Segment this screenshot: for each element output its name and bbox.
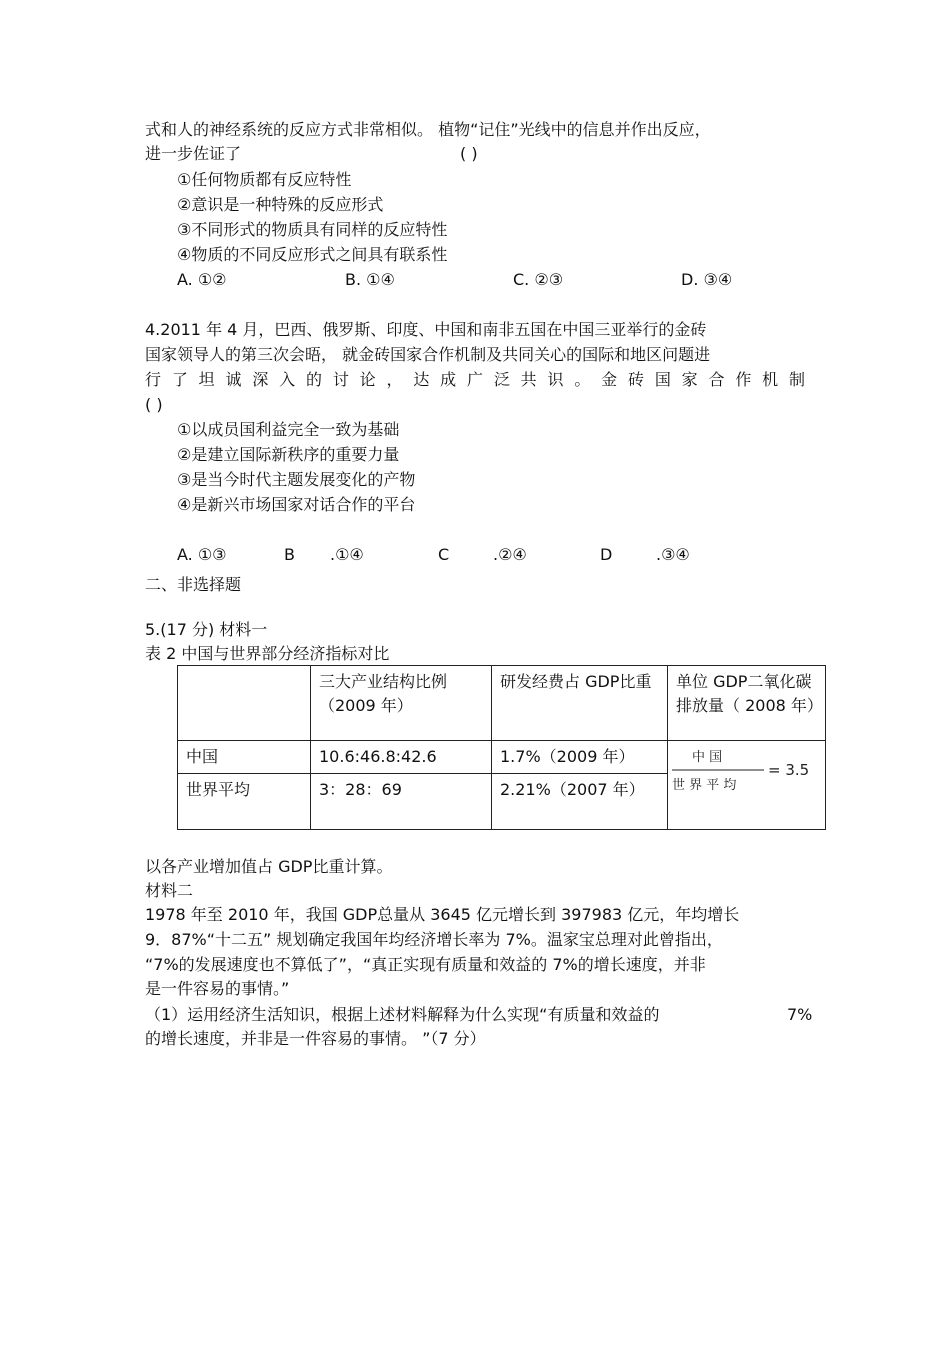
q4-option-d-text: .③④ xyxy=(656,545,690,564)
table-header-row xyxy=(178,666,826,741)
table-header-cell-empty xyxy=(178,666,311,741)
table-cell-co2-ratio xyxy=(668,741,826,830)
q4-text-line-3: 行了坦诚深入的讨论，达成广泛共识。金砖国家合作机制 xyxy=(145,370,805,389)
fraction-denominator: 世 界 平 均 xyxy=(672,778,737,793)
table-cell-structure: 3：28：69 xyxy=(311,774,492,830)
q3-option-d: D. ③④ xyxy=(681,270,733,289)
ratio-fraction-graphic xyxy=(668,741,826,797)
q4-text-line-1: 4.2011 年 4 月，巴西、俄罗斯、印度、中国和南非五国在中国三亚举行的金砖 xyxy=(145,320,707,339)
q3-text-line-1: 式和人的神经系统的反应方式非常相似。 植物“记住”光线中的信息并作出反应， xyxy=(145,120,711,139)
sub-question-1-line-1: （1）运用经济生活知识，根据上述材料解释为什么实现“有质量和效益的 xyxy=(145,1005,660,1024)
q4-option-b-letter: B xyxy=(284,545,295,564)
table-cell-structure: 10.6:46.8:42.6 xyxy=(311,741,492,774)
q3-option-a: A. ①② xyxy=(177,270,227,289)
q4-answer-paren: ( ) xyxy=(145,395,163,414)
table-cell-region: 世界平均 xyxy=(178,774,311,830)
table-cell-rnd: 1.7%（2009 年） xyxy=(492,741,668,774)
q3-item-2: ②意识是一种特殊的反应形式 xyxy=(177,195,384,214)
sub-question-1-percent: 7% xyxy=(787,1005,813,1024)
q3-option-c: C. ②③ xyxy=(513,270,564,289)
ratio-formula xyxy=(668,741,826,797)
fraction-result: = 3.5 xyxy=(768,761,810,779)
table-row-china xyxy=(178,741,826,774)
material-2-line-1: 1978 年至 2010 年，我国 GDP总量从 3645 亿元增长到 397983 亿元，年均增长 xyxy=(145,905,740,924)
q4-text-line-2: 国家领导人的第三次会晤， 就金砖国家合作机制及共同关心的国际和地区问题进 xyxy=(145,345,711,364)
q3-item-3: ③不同形式的物质具有同样的反应特性 xyxy=(177,220,448,239)
q4-option-d-letter: D xyxy=(600,545,613,564)
q4-option-a: A. ①③ xyxy=(177,545,227,564)
table-header-cell-rnd: 研发经费占 GDP比重 xyxy=(492,666,668,741)
q4-option-c-letter: C xyxy=(438,545,450,564)
table-note: 以各产业增加值占 GDP比重计算。 xyxy=(145,857,393,876)
q5-header: 5.(17 分) 材料一 xyxy=(145,620,268,639)
material-2-title: 材料二 xyxy=(145,881,194,900)
table-header-cell-co2: 单位 GDP二氧化碳排放量（ 2008 年） xyxy=(668,666,826,741)
table-header-cell-structure: 三大产业结构比例（2009 年） xyxy=(311,666,492,741)
sub-question-1-line-2: 的增长速度，并非是一件容易的事情。 ”（7 分） xyxy=(145,1029,486,1048)
q4-option-c-text: .②④ xyxy=(493,545,527,564)
q4-item-3: ③是当今时代主题发展变化的产物 xyxy=(177,470,416,489)
material-2-line-4: 是一件容易的事情。” xyxy=(145,979,290,998)
q4-item-2: ②是建立国际新秩序的重要力量 xyxy=(177,445,400,464)
material-2-line-2: 9．87%“十二五” 规划确定我国年均经济增长率为 7%。温家宝总理对此曾指出， xyxy=(145,930,723,949)
q3-item-4: ④物质的不同反应形式之间具有联系性 xyxy=(177,245,448,264)
table-caption: 表 2 中国与世界部分经济指标对比 xyxy=(145,644,390,663)
section-title: 二、非选择题 xyxy=(145,575,242,594)
q3-item-1: ①任何物质都有反应特性 xyxy=(177,170,352,189)
fraction-numerator: 中 国 xyxy=(692,750,723,765)
material-2-line-3: “7%的发展速度也不算低了”，“真正实现有质量和效益的 7%的增长速度，并非 xyxy=(145,955,706,974)
q4-item-1: ①以成员国利益完全一致为基础 xyxy=(177,420,400,439)
q3-text-line-2: 进一步佐证了 xyxy=(145,144,242,163)
q4-item-4: ④是新兴市场国家对话合作的平台 xyxy=(177,495,416,514)
q4-option-b-text: .①④ xyxy=(330,545,364,564)
q3-answer-paren: ( ) xyxy=(460,144,478,163)
comparison-table xyxy=(177,665,826,830)
q3-option-b: B. ①④ xyxy=(345,270,395,289)
table-cell-rnd: 2.21%（2007 年） xyxy=(492,774,668,830)
table-cell-region: 中国 xyxy=(178,741,311,774)
